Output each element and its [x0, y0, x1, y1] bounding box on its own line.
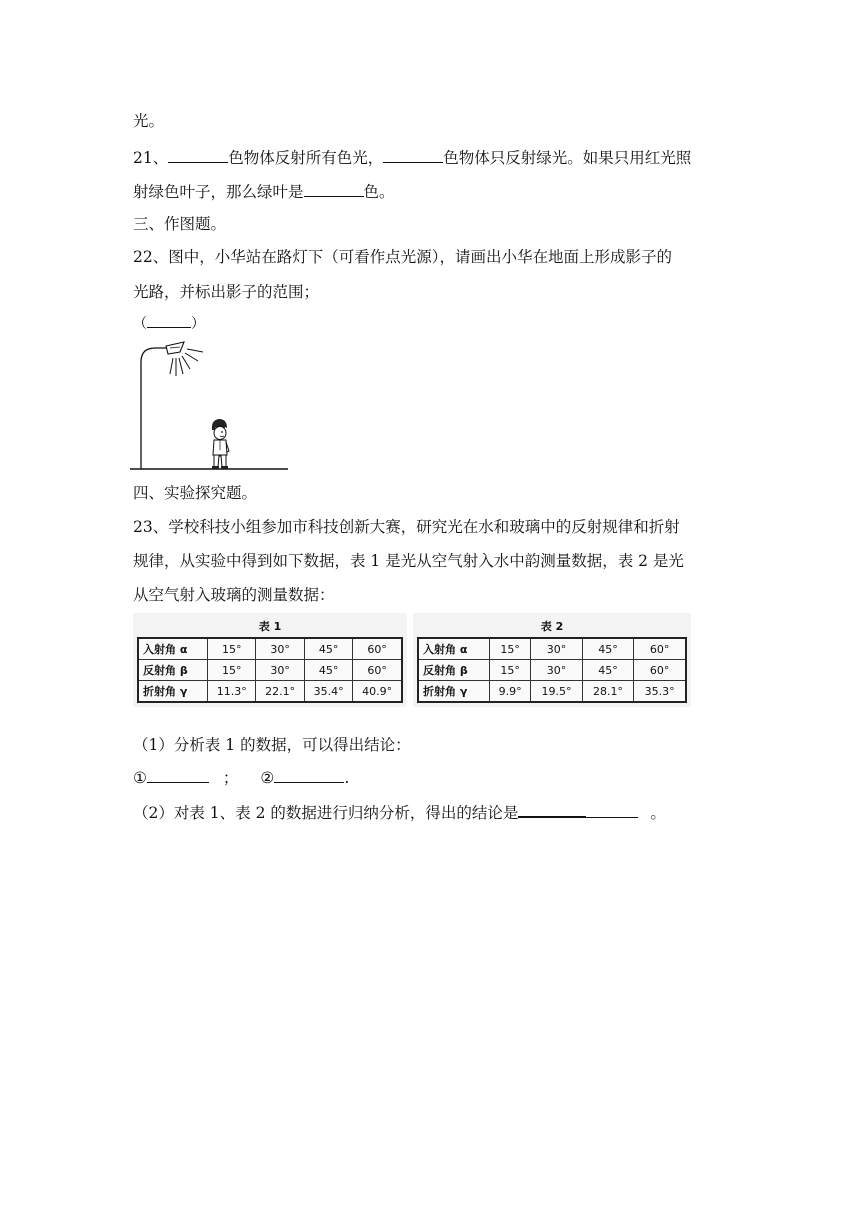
q23-line-2: [133, 550, 684, 572]
text-fragment: 射绿色叶子，那么绿叶是: [133, 183, 304, 201]
circled-number: ②: [260, 769, 275, 787]
table-2: [413, 613, 691, 707]
table-cell: 30°: [256, 638, 304, 660]
data-table: [137, 637, 403, 703]
answer-blank[interactable]: [304, 180, 364, 197]
table-cell: 30°: [531, 638, 583, 660]
table-cell: 9.9°: [490, 681, 531, 703]
table-row: [138, 681, 402, 703]
table-row: [418, 681, 686, 703]
q23-line-3: [133, 584, 335, 606]
section-heading: [133, 482, 257, 504]
data-table: [417, 637, 687, 703]
table-cell: 45°: [582, 638, 634, 660]
text-fragment: 色物体反射所有色光，: [228, 149, 384, 167]
q20-tail: [133, 110, 164, 132]
text-fragment: 23、学校科技小组参加市科技创新大赛，研究光在水和玻璃中的反射规律和折射: [133, 518, 680, 536]
table-cell: 60°: [353, 638, 402, 660]
text-fragment: （1）分析表 1 的数据，可以得出结论：: [133, 736, 411, 754]
street-lamp-figure: [128, 338, 290, 472]
table-row: [138, 638, 402, 660]
answer-blank[interactable]: [518, 800, 586, 818]
text-fragment: （2）对表 1、表 2 的数据进行归纳分析，得出的结论是: [133, 804, 519, 822]
q21-line-1: [133, 146, 691, 169]
q23-sub-1-answers: [133, 766, 349, 789]
answer-blank[interactable]: [383, 146, 443, 163]
row-header: 反射角 β: [418, 660, 490, 681]
answer-blank[interactable]: [147, 315, 191, 328]
circled-number: ①: [133, 769, 147, 787]
section-heading: [133, 213, 226, 235]
table-cell: 60°: [634, 660, 686, 681]
text-fragment: 色物体只反射绿光。如果只用红光照: [443, 149, 692, 167]
table-cell: 15°: [490, 660, 531, 681]
text-fragment: 色。: [363, 183, 395, 201]
answer-blank[interactable]: [274, 766, 344, 783]
table-caption: 表 2: [540, 620, 564, 633]
table-cell: 45°: [304, 660, 352, 681]
table-row: [138, 660, 402, 681]
answer-blank[interactable]: [147, 766, 209, 783]
table-row: [418, 660, 686, 681]
boy-figure: [212, 419, 229, 469]
answer-blank[interactable]: [586, 801, 638, 818]
text-fragment: 。: [650, 804, 666, 822]
q23-sub-1: [133, 734, 411, 756]
q22-answer-line: [133, 313, 205, 335]
table-cell: 35.4°: [304, 681, 352, 703]
table-cell: 60°: [634, 638, 686, 660]
q22-line-1: [133, 246, 672, 268]
table-cell: 45°: [582, 660, 634, 681]
row-header: 折射角 γ: [138, 681, 208, 703]
table-cell: 60°: [353, 660, 402, 681]
text-fragment: 光路，并标出影子的范围；: [133, 283, 320, 301]
table-cell: 19.5°: [531, 681, 583, 703]
q21-line-2: [133, 180, 395, 203]
table-cell: 22.1°: [256, 681, 304, 703]
lamp-head: [166, 342, 184, 354]
text-fragment: （: [133, 316, 147, 332]
table-1: [133, 613, 407, 707]
answer-blank[interactable]: [168, 146, 228, 163]
q23-line-1: [133, 516, 680, 538]
text-fragment: 光。: [133, 112, 165, 130]
row-header: 折射角 γ: [418, 681, 490, 703]
table-caption: 表 1: [258, 620, 282, 633]
text-fragment: .: [344, 769, 350, 787]
q23-sub-2: [133, 800, 666, 824]
table-cell: 35.3°: [634, 681, 686, 703]
q22-line-2: [133, 281, 319, 303]
text-fragment: 22、图中，小华站在路灯下（可看作点光源），请画出小华在地面上形成影子的: [133, 248, 672, 266]
table-row: [418, 638, 686, 660]
section-title: 四、实验探究题。: [133, 484, 258, 502]
table-cell: 30°: [531, 660, 583, 681]
table-cell: 30°: [256, 660, 304, 681]
table-cell: 28.1°: [582, 681, 634, 703]
table-cell: 45°: [304, 638, 352, 660]
text-fragment: ；: [222, 769, 239, 787]
text-fragment: ）: [191, 316, 205, 332]
text-fragment: 规律，从实验中得到如下数据，表 1 是光从空气射入水中韵测量数据，表 2 是光: [133, 552, 684, 570]
table-cell: 11.3°: [208, 681, 256, 703]
row-header: 入射角 α: [138, 638, 208, 660]
table-cell: 15°: [208, 638, 256, 660]
table-cell: 15°: [208, 660, 256, 681]
lamp-post: [141, 348, 170, 469]
row-header: 反射角 β: [138, 660, 208, 681]
text-fragment: 从空气射入玻璃的测量数据：: [133, 586, 335, 604]
section-title: 三、作图题。: [133, 215, 227, 233]
row-header: 入射角 α: [418, 638, 490, 660]
table-cell: 15°: [490, 638, 531, 660]
table-cell: 40.9°: [353, 681, 402, 703]
question-number: 21、: [133, 149, 169, 167]
